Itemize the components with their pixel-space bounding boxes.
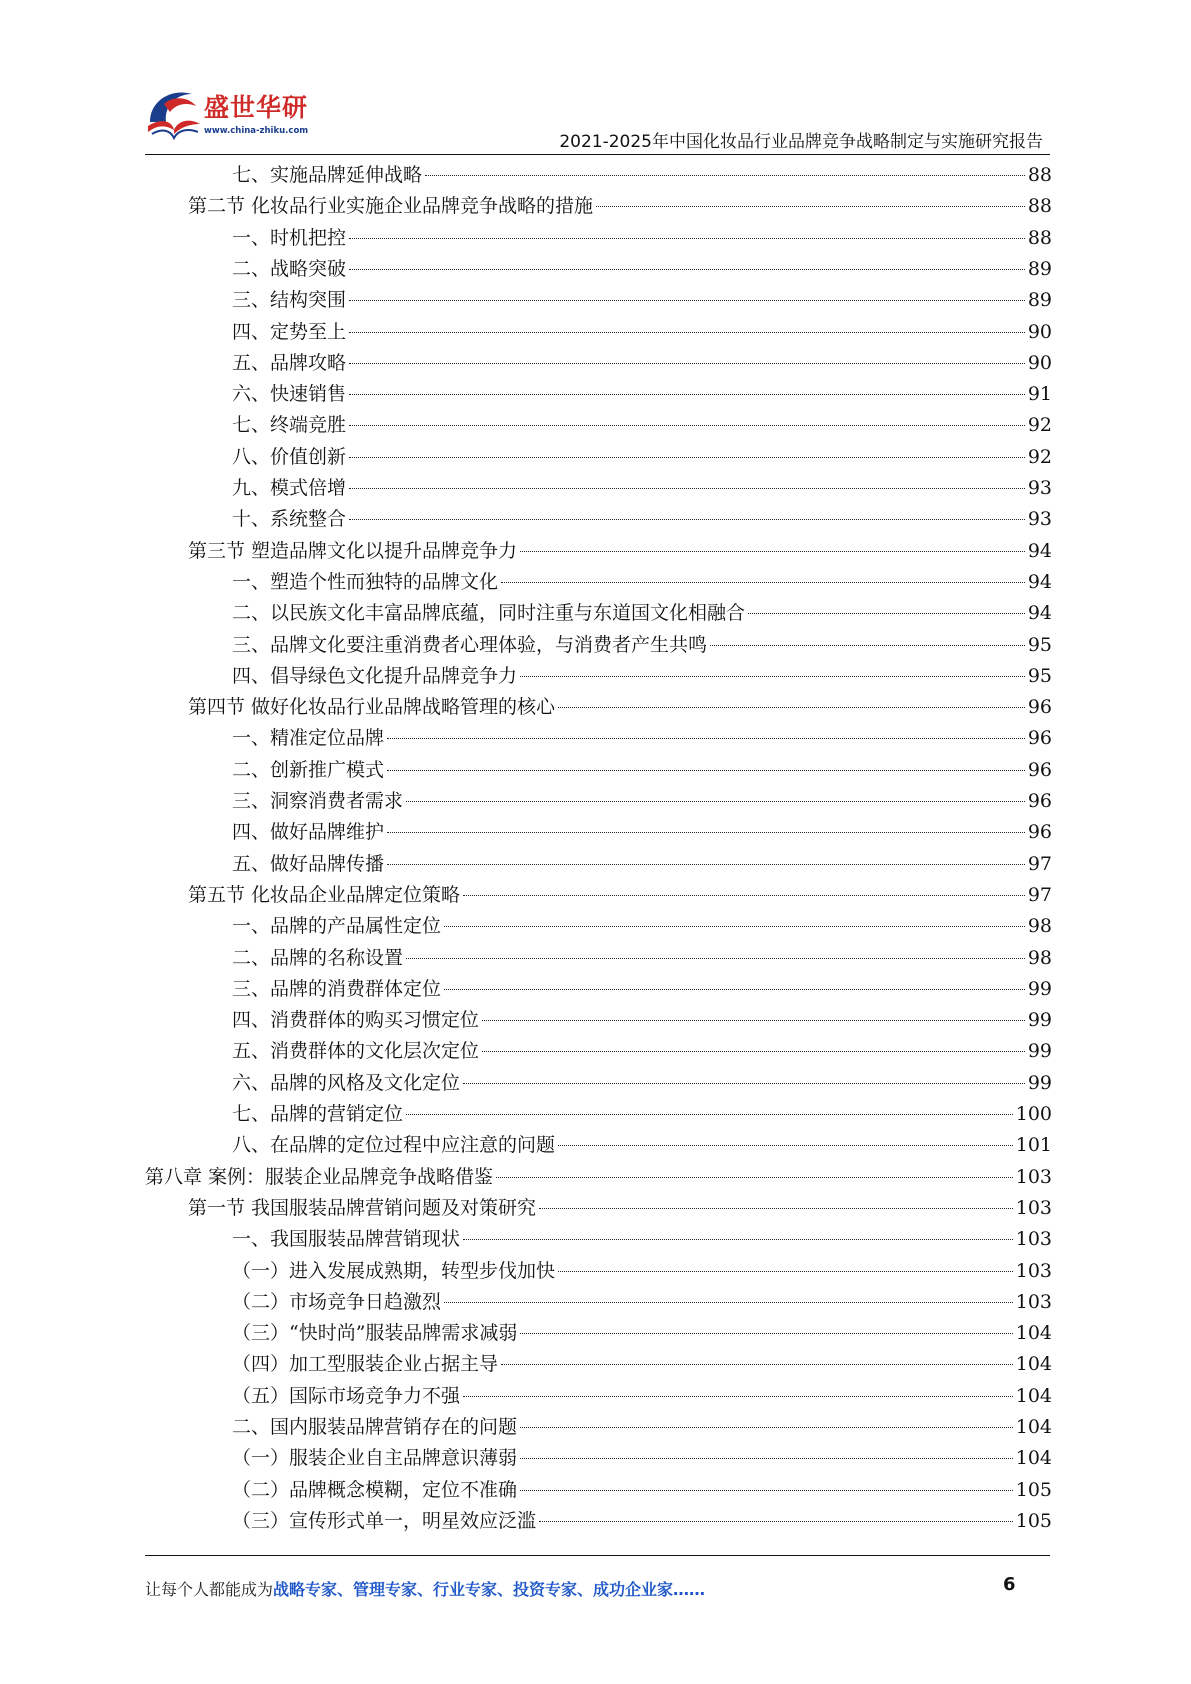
toc-entry[interactable] bbox=[232, 1506, 1052, 1537]
toc-dot-leader bbox=[748, 613, 1025, 614]
toc-entry[interactable] bbox=[232, 285, 1052, 316]
toc-entry[interactable] bbox=[188, 880, 1052, 911]
toc-entry[interactable] bbox=[232, 630, 1052, 661]
toc-entry-title: 三、洞察消费者需求 bbox=[232, 790, 404, 812]
toc-entry-page: 97 bbox=[1027, 884, 1052, 906]
toc-entry[interactable] bbox=[188, 191, 1052, 222]
toc-dot-leader bbox=[558, 1271, 1013, 1272]
toc-entry[interactable] bbox=[232, 911, 1052, 942]
toc-entry-title: （二）市场竞争日趋激烈 bbox=[232, 1291, 442, 1313]
toc-entry[interactable] bbox=[232, 1381, 1052, 1412]
toc-entry-title: 第三节 塑造品牌文化以提升品牌竞争力 bbox=[188, 540, 518, 562]
toc-entry-page: 101 bbox=[1015, 1134, 1052, 1156]
toc-dot-leader bbox=[406, 958, 1025, 959]
toc-entry-page: 98 bbox=[1027, 947, 1052, 969]
toc-entry-title: 三、品牌的消费群体定位 bbox=[232, 978, 442, 1000]
toc-entry-page: 104 bbox=[1015, 1385, 1052, 1407]
brand-name: 盛世华研 bbox=[204, 93, 309, 122]
toc-entry-page: 89 bbox=[1027, 258, 1052, 280]
toc-entry[interactable] bbox=[232, 723, 1052, 754]
toc-entry-page: 91 bbox=[1027, 383, 1052, 405]
toc-entry-title: 二、以民族文化丰富品牌底蕴，同时注重与东道国文化相融合 bbox=[232, 602, 746, 624]
toc-entry-title: 三、结构突围 bbox=[232, 289, 347, 311]
toc-entry-title: 一、品牌的产品属性定位 bbox=[232, 915, 442, 937]
toc-entry[interactable] bbox=[232, 223, 1052, 254]
book-globe-icon bbox=[142, 82, 204, 144]
toc-entry-title: 四、倡导绿色文化提升品牌竞争力 bbox=[232, 665, 518, 687]
toc-dot-leader bbox=[387, 738, 1025, 739]
toc-dot-leader bbox=[482, 1020, 1025, 1021]
toc-dot-leader bbox=[520, 1490, 1013, 1491]
toc-entry-title: 七、终端竞胜 bbox=[232, 414, 347, 436]
toc-dot-leader bbox=[387, 770, 1025, 771]
toc-dot-leader bbox=[387, 832, 1025, 833]
toc-dot-leader bbox=[520, 676, 1025, 677]
toc-entry[interactable] bbox=[188, 692, 1052, 723]
toc-entry-page: 88 bbox=[1027, 164, 1052, 186]
toc-dot-leader bbox=[539, 1521, 1013, 1522]
toc-dot-leader bbox=[496, 1177, 1013, 1178]
report-title: 2021-2025年中国化妆品行业品牌竞争战略制定与实施研究报告 bbox=[559, 132, 1043, 152]
toc-entry[interactable] bbox=[232, 974, 1052, 1005]
toc-entry-title: （一）服装企业自主品牌意识薄弱 bbox=[232, 1447, 518, 1469]
toc-entry-title: 二、战略突破 bbox=[232, 258, 347, 280]
toc-entry[interactable] bbox=[232, 160, 1052, 191]
toc-dot-leader bbox=[710, 645, 1025, 646]
toc-entry[interactable] bbox=[145, 1162, 1052, 1193]
toc-dot-leader bbox=[558, 1145, 1013, 1146]
toc-entry-title: （四）加工型服装企业占据主导 bbox=[232, 1353, 499, 1375]
toc-entry-page: 104 bbox=[1015, 1322, 1052, 1344]
toc-entry[interactable] bbox=[232, 943, 1052, 974]
toc-entry[interactable] bbox=[232, 849, 1052, 880]
toc-entry-title: （三）“快时尚”服装品牌需求减弱 bbox=[232, 1322, 518, 1344]
toc-entry-title: 第二节 化妆品行业实施企业品牌竞争战略的措施 bbox=[188, 195, 594, 217]
toc-entry-page: 94 bbox=[1027, 602, 1052, 624]
toc-dot-leader bbox=[387, 864, 1025, 865]
toc-entry-title: 第八章 案例：服装企业品牌竞争战略借鉴 bbox=[145, 1166, 494, 1188]
toc-dot-leader bbox=[349, 269, 1025, 270]
toc-entry[interactable] bbox=[232, 254, 1052, 285]
toc-entry[interactable] bbox=[232, 755, 1052, 786]
toc-entry-page: 99 bbox=[1027, 1009, 1052, 1031]
toc-dot-leader bbox=[520, 551, 1025, 552]
toc-entry-page: 103 bbox=[1015, 1197, 1052, 1219]
toc-entry[interactable] bbox=[188, 536, 1052, 567]
toc-entry[interactable] bbox=[232, 1099, 1052, 1130]
toc-entry[interactable] bbox=[232, 410, 1052, 441]
toc-entry-title: 第一节 我国服装品牌营销问题及对策研究 bbox=[188, 1197, 537, 1219]
toc-entry-page: 96 bbox=[1027, 821, 1052, 843]
toc-entry-page: 89 bbox=[1027, 289, 1052, 311]
toc-entry-page: 103 bbox=[1015, 1260, 1052, 1282]
toc-entry-page: 96 bbox=[1027, 790, 1052, 812]
toc-entry-title: 二、品牌的名称设置 bbox=[232, 947, 404, 969]
toc-dot-leader bbox=[482, 1051, 1025, 1052]
toc-entry-title: （五）国际市场竞争力不强 bbox=[232, 1385, 461, 1407]
toc-entry[interactable] bbox=[232, 661, 1052, 692]
toc-dot-leader bbox=[501, 1364, 1013, 1365]
toc-entry-title: 十、系统整合 bbox=[232, 508, 347, 530]
toc-entry-title: 七、品牌的营销定位 bbox=[232, 1103, 404, 1125]
toc-entry-page: 103 bbox=[1015, 1291, 1052, 1313]
toc-entry-title: 一、塑造个性而独特的品牌文化 bbox=[232, 571, 499, 593]
toc-entry-title: 四、定势至上 bbox=[232, 321, 347, 343]
slogan-highlight: 战略专家、管理专家、行业专家、投资专家、成功企业家…… bbox=[273, 1580, 706, 1599]
toc-entry[interactable] bbox=[232, 567, 1052, 598]
toc-dot-leader bbox=[406, 1114, 1013, 1115]
toc-dot-leader bbox=[425, 175, 1025, 176]
toc-entry-title: 三、品牌文化要注重消费者心理体验，与消费者产生共鸣 bbox=[232, 634, 708, 656]
toc-dot-leader bbox=[444, 989, 1025, 990]
toc-entry[interactable] bbox=[232, 317, 1052, 348]
toc-dot-leader bbox=[349, 457, 1025, 458]
toc-entry-page: 94 bbox=[1027, 540, 1052, 562]
toc-entry-title: 一、我国服装品牌营销现状 bbox=[232, 1228, 461, 1250]
toc-dot-leader bbox=[444, 926, 1025, 927]
toc-entry-title: （二）品牌概念模糊，定位不准确 bbox=[232, 1479, 518, 1501]
toc-entry-title: 一、时机把控 bbox=[232, 227, 347, 249]
toc-dot-leader bbox=[349, 488, 1025, 489]
toc-entry-page: 99 bbox=[1027, 1040, 1052, 1062]
toc-entry[interactable] bbox=[232, 1224, 1052, 1255]
toc-entry-page: 92 bbox=[1027, 446, 1052, 468]
brand-logo bbox=[142, 82, 312, 152]
toc-entry-page: 94 bbox=[1027, 571, 1052, 593]
toc-entry[interactable] bbox=[232, 1412, 1052, 1443]
toc-entry-page: 105 bbox=[1015, 1510, 1052, 1532]
toc-dot-leader bbox=[463, 1396, 1013, 1397]
toc-entry-title: 七、实施品牌延伸战略 bbox=[232, 164, 423, 186]
toc-entry[interactable] bbox=[232, 348, 1052, 379]
toc-entry[interactable] bbox=[232, 504, 1052, 535]
toc-entry[interactable] bbox=[188, 1193, 1052, 1224]
toc-dot-leader bbox=[349, 332, 1025, 333]
toc-entry-title: 五、消费群体的文化层次定位 bbox=[232, 1040, 480, 1062]
toc-entry-page: 88 bbox=[1027, 195, 1052, 217]
footer-divider bbox=[145, 1555, 1050, 1556]
slogan-lead: 让每个人都能成为 bbox=[145, 1580, 274, 1599]
toc-entry-page: 96 bbox=[1027, 696, 1052, 718]
toc-entry-title: 四、消费群体的购买习惯定位 bbox=[232, 1009, 480, 1031]
toc-entry[interactable] bbox=[232, 598, 1052, 629]
toc-entry-page: 103 bbox=[1015, 1166, 1052, 1188]
toc-entry[interactable] bbox=[232, 1068, 1052, 1099]
toc-entry-title: 二、创新推广模式 bbox=[232, 759, 385, 781]
footer-slogan bbox=[145, 1577, 705, 1600]
toc-entry-page: 105 bbox=[1015, 1479, 1052, 1501]
toc-entry-page: 98 bbox=[1027, 915, 1052, 937]
toc-entry-page: 95 bbox=[1027, 634, 1052, 656]
toc-entry-page: 104 bbox=[1015, 1447, 1052, 1469]
toc-dot-leader bbox=[349, 519, 1025, 520]
toc-dot-leader bbox=[463, 895, 1025, 896]
toc-entry-title: 二、国内服装品牌营销存在的问题 bbox=[232, 1416, 518, 1438]
toc-dot-leader bbox=[444, 1302, 1013, 1303]
toc-dot-leader bbox=[539, 1208, 1013, 1209]
toc-entry-title: 五、品牌攻略 bbox=[232, 352, 347, 374]
page-number: 6 bbox=[1003, 1574, 1016, 1595]
toc-entry-page: 88 bbox=[1027, 227, 1052, 249]
toc-dot-leader bbox=[520, 1333, 1012, 1334]
toc-entry-page: 93 bbox=[1027, 477, 1052, 499]
toc-entry[interactable] bbox=[232, 1349, 1052, 1380]
toc-entry[interactable] bbox=[232, 817, 1052, 848]
toc-dot-leader bbox=[463, 1083, 1025, 1084]
toc-entry[interactable] bbox=[232, 786, 1052, 817]
toc-entry-title: 八、价值创新 bbox=[232, 446, 347, 468]
toc-entry-page: 92 bbox=[1027, 414, 1052, 436]
toc-entry[interactable] bbox=[232, 1443, 1052, 1474]
toc-entry-title: 第四节 做好化妆品行业品牌战略管理的核心 bbox=[188, 696, 556, 718]
toc-entry-title: 四、做好品牌维护 bbox=[232, 821, 385, 843]
toc-entry-page: 100 bbox=[1015, 1103, 1052, 1125]
toc-entry-page: 96 bbox=[1027, 727, 1052, 749]
toc-entry[interactable] bbox=[232, 379, 1052, 410]
toc-entry-title: 九、模式倍增 bbox=[232, 477, 347, 499]
toc-entry[interactable] bbox=[232, 473, 1052, 504]
toc-entry-title: （一）进入发展成熟期，转型步伐加快 bbox=[232, 1260, 556, 1282]
toc-entry-page: 99 bbox=[1027, 1072, 1052, 1094]
header-divider bbox=[145, 154, 1050, 155]
toc-entry[interactable] bbox=[232, 1130, 1052, 1161]
toc-entry-page: 103 bbox=[1015, 1228, 1052, 1250]
toc-dot-leader bbox=[349, 425, 1025, 426]
toc-entry-page: 90 bbox=[1027, 321, 1052, 343]
toc-entry-title: 六、品牌的风格及文化定位 bbox=[232, 1072, 461, 1094]
toc-entry[interactable] bbox=[232, 1256, 1052, 1287]
toc-dot-leader bbox=[349, 300, 1025, 301]
toc-entry[interactable] bbox=[232, 1287, 1052, 1318]
toc-entry-title: 一、精准定位品牌 bbox=[232, 727, 385, 749]
toc-dot-leader bbox=[558, 707, 1025, 708]
toc-entry-page: 97 bbox=[1027, 853, 1052, 875]
toc-entry-title: 八、在品牌的定位过程中应注意的问题 bbox=[232, 1134, 556, 1156]
toc-dot-leader bbox=[501, 582, 1025, 583]
toc-dot-leader bbox=[596, 206, 1025, 207]
toc-entry[interactable] bbox=[232, 1005, 1052, 1036]
toc-dot-leader bbox=[520, 1427, 1013, 1428]
toc-dot-leader bbox=[349, 394, 1025, 395]
toc-entry[interactable] bbox=[232, 1318, 1052, 1349]
toc-entry-page: 93 bbox=[1027, 508, 1052, 530]
toc-entry-page: 90 bbox=[1027, 352, 1052, 374]
toc-dot-leader bbox=[349, 238, 1025, 239]
toc-entry-title: 第五节 化妆品企业品牌定位策略 bbox=[188, 884, 461, 906]
toc-entry-page: 99 bbox=[1027, 978, 1052, 1000]
toc-entry[interactable] bbox=[232, 1036, 1052, 1067]
toc-entry-page: 95 bbox=[1027, 665, 1052, 687]
toc-entry[interactable] bbox=[232, 1475, 1052, 1506]
toc-entry-page: 104 bbox=[1015, 1416, 1052, 1438]
toc-entry-page: 104 bbox=[1015, 1353, 1052, 1375]
toc-dot-leader bbox=[520, 1458, 1013, 1459]
brand-url: www.china-zhiku.com bbox=[204, 126, 309, 136]
toc-dot-leader bbox=[349, 363, 1025, 364]
toc-dot-leader bbox=[463, 1239, 1013, 1240]
toc-entry-title: 六、快速销售 bbox=[232, 383, 347, 405]
toc-entry-title: （三）宣传形式单一，明星效应泛滥 bbox=[232, 1510, 537, 1532]
toc-entry-page: 96 bbox=[1027, 759, 1052, 781]
toc-entry[interactable] bbox=[232, 442, 1052, 473]
toc-dot-leader bbox=[406, 801, 1025, 802]
toc-entry-title: 五、做好品牌传播 bbox=[232, 853, 385, 875]
